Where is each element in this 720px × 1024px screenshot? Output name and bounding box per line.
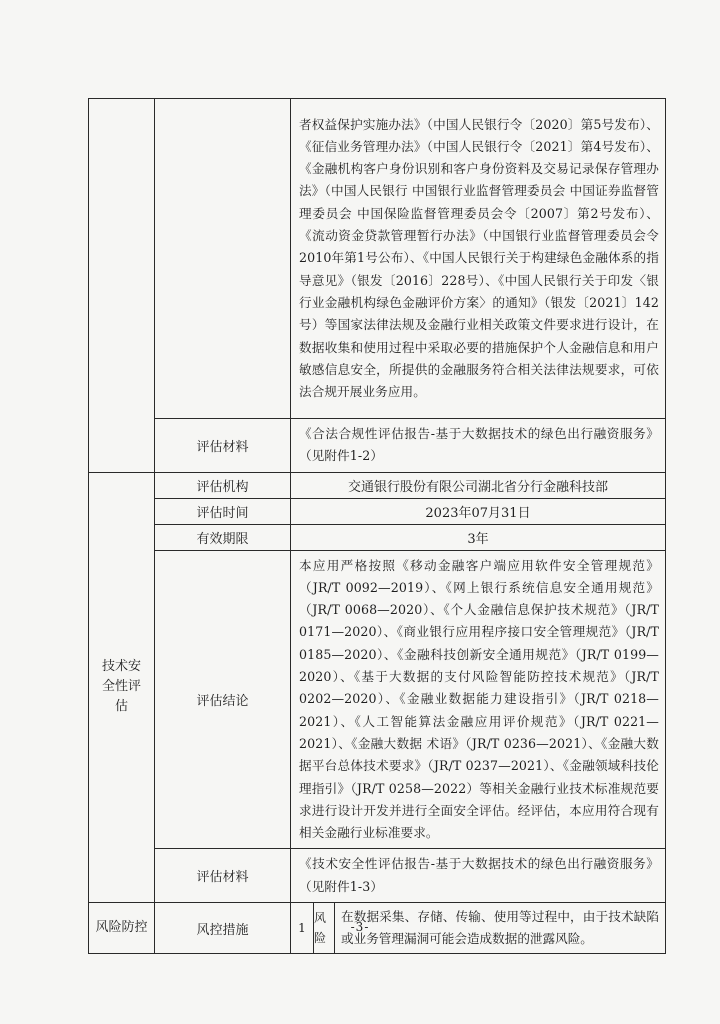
risk-section-label: 风险防控 <box>89 903 155 954</box>
legal-material-label: 评估材料 <box>155 419 291 473</box>
legal-section-cell <box>89 99 155 473</box>
validity-row <box>89 524 666 550</box>
basis-text: 者权益保护实施办法》（中国人民银行令〔2020〕第5号发布）、《征信业务管理办法》（中国人民银行令〔2021〕第4号发布）、《金融机构客户身份识别和客户身份资料及交易记录保存管理办法》（中国人民银行 中国银行业监督管理委员会 中国证券监督管理委员会 中国保险监督管理委员会令〔2007〕第2号发布）、《流动资金贷款管理暂行办法》（中国银行业监督管理委员会令2010年第1号公布）、《中国人民银行关于构建绿色金融体系的指导意见》（银发〔2016〕228号）、《中国人民银行关于印发〈银行业金融机构绿色金融评价方案〉的通知》（银发〔2021〕142号）等国家法律法规及金融行业相关政策文件要求进行设计，在数据收集和使用过程中采取必要的措施保护个人金融信息和用户敏感信息安全，所提供的金融服务符合相关法律法规要求，可依法合规开展业务应用。 <box>299 116 659 400</box>
time-row <box>89 498 666 524</box>
conclusion-text: 本应用严格按照《移动金融客户端应用软件安全管理规范》（JR/T 0092—2019）、《网上银行系统信息安全通用规范》（JR/T 0068—2020）、《个人金融信息保护技术规范》（JR/T 0171—2020）、《商业银行应用程序接口安全管理规范》（JR/T 0185—2020）、《金融科技创新安全通用规范》（JR/T 0199—2020）、《基于大数据的支付风险智能防控技术规范》（JR/T 0202—2020）、《金融业数据能力建设指引》（JR/T 0218—2021）、《人工智能算法金融应用评价规范》（JR/T 0221—2021）、《金融大数据 术语》（JR/T 0236—2021）、《金融大数据平台总体技术要求》（JR/T 0237—2021）、《金融领域科技伦理指引》（JR/T 0258—2022）等相关金融行业技术标准规范要求进行设计开发并进行全面安全评估。经评估，本应用符合现有相关金融行业标准要求。 <box>299 557 659 841</box>
risk-item-label: 风险 <box>314 903 335 953</box>
tech-material-text: 《技术安全性评估报告-基于大数据技术的绿色出行融资服务》（见附件1-3） <box>299 856 659 894</box>
basis-label-cell <box>155 99 291 419</box>
assessment-table <box>88 98 666 954</box>
page-number: -3- <box>350 920 370 934</box>
tech-material-row <box>89 849 666 903</box>
legal-material-text: 《合法合规性评估报告-基于大数据技术的绿色出行融资服务》（见附件1-2） <box>299 426 659 464</box>
risk-measure-label: 风控措施 <box>155 903 291 954</box>
time-label: 评估时间 <box>155 498 291 524</box>
basis-row <box>89 99 666 419</box>
agency-row <box>89 472 666 498</box>
validity-value: 3年 <box>291 524 666 550</box>
tech-material-label: 评估材料 <box>155 849 291 903</box>
time-value: 2023年07月31日 <box>291 498 666 524</box>
validity-label: 有效期限 <box>155 524 291 550</box>
conclusion-label: 评估结论 <box>155 550 291 849</box>
tech-section-label: 技术安全性评估 <box>101 659 141 715</box>
agency-label: 评估机构 <box>155 472 291 498</box>
tech-section-label-cell <box>89 472 155 902</box>
agency-value: 交通银行股份有限公司湖北省分行金融科技部 <box>291 472 666 498</box>
legal-material-row <box>89 419 666 473</box>
risk-item-text: 在数据采集、存储、传输、使用等过程中，由于技术缺陷或业务管理漏洞可能会造成数据的泄露风险。 <box>341 909 659 947</box>
conclusion-row <box>89 550 666 849</box>
risk-item-number: 1 <box>291 903 314 953</box>
basis-text-cell <box>291 99 666 419</box>
